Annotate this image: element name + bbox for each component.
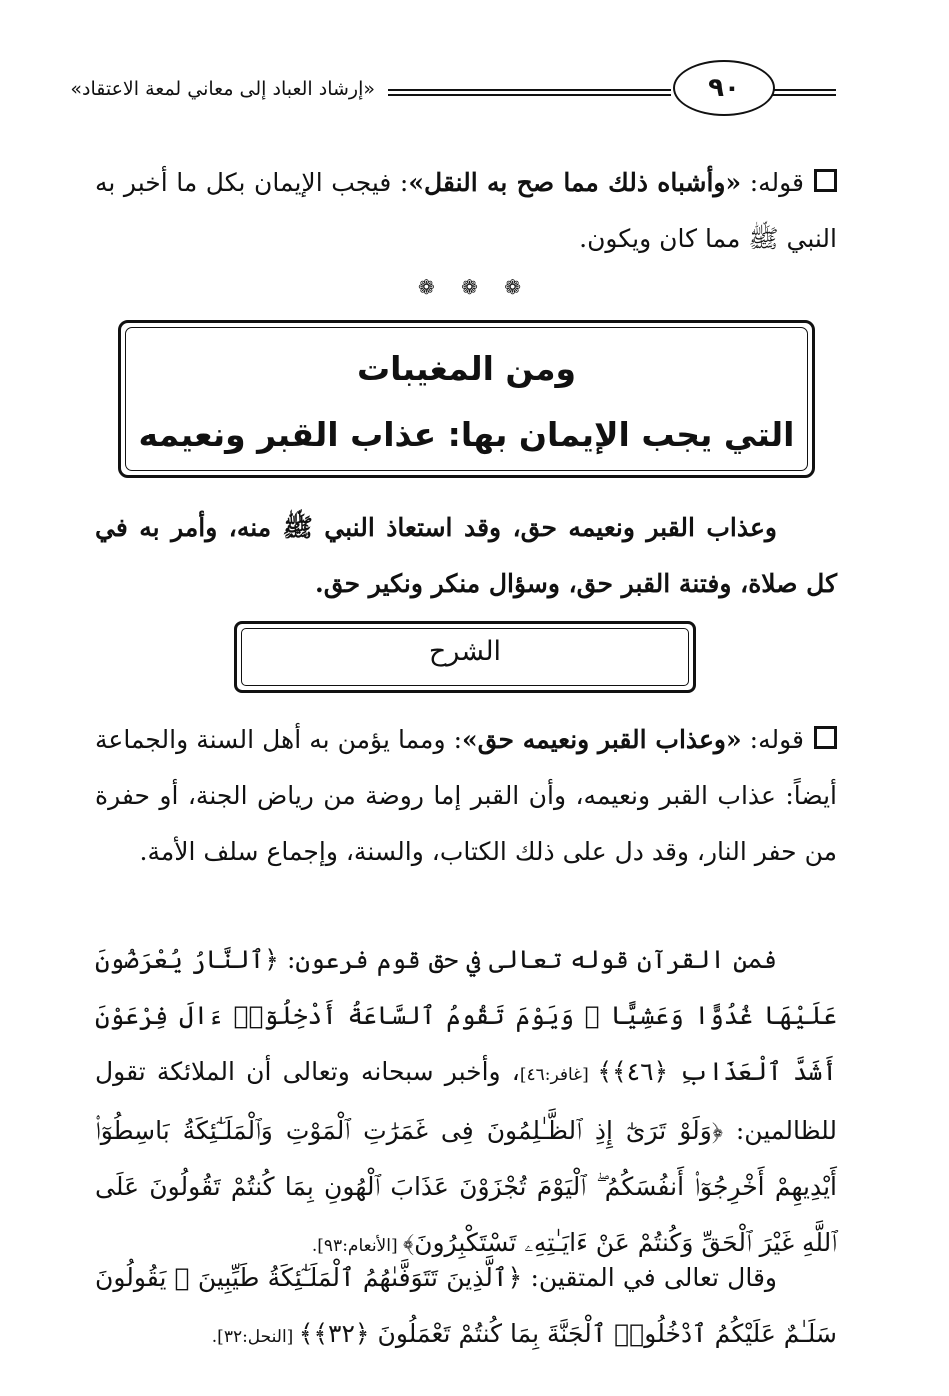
paragraph-commentary [95, 712, 837, 880]
section-heading-box [118, 320, 815, 478]
para-text: ، وأخبر سبحانه وتعالى أن الملائكة تقول للظالمين: [95, 1057, 837, 1145]
para-lead: قوله: [741, 168, 805, 197]
quran-verse: ﴿ٱلَّذِينَ تَتَوَفَّىٰهُمُ ٱلْمَلَـٰٓئِكَةُ طَيِّبِينَ ۙ يَقُولُونَ سَلَـٰمٌ عَلَيْكُمُ ٱدْخُلُوا۟ ٱلْجَنَّةَ بِمَا كُنتُمْ تَعْمَلُونَ ﴿٣٢﴾﴾ [95, 1263, 837, 1348]
quoted-text: «وأشباه ذلك مما صح به النقل» [408, 168, 742, 197]
paragraph-quran-evidence-2 [95, 1250, 837, 1365]
checkbox-icon [814, 169, 837, 192]
header-rule [772, 89, 836, 91]
para-text: فمن القرآن قوله تعالى في حق قوم فرعون: [278, 945, 777, 974]
section-heading-line1: ومن المغيبات [356, 349, 577, 388]
matn-text: وعذاب القبر ونعيمه حق، وقد استعاذ النبي ﷺ منه، وأمر به في كل صلاة، وفتنة القبر حق، وسؤال منكر ونكير حق. [95, 513, 837, 598]
checkbox-icon [814, 726, 837, 749]
header-rule [388, 89, 671, 91]
ornament-separator: ❁ ❁ ❁ [418, 275, 531, 299]
paragraph-intro [95, 155, 837, 267]
section-heading-line2: التي يجب الإيمان بها: عذاب القبر ونعيمه [138, 415, 795, 454]
page-number: ٩٠ [673, 60, 775, 116]
running-header-title: «إرشاد العباد إلى معاني لمعة الاعتقاد» [70, 78, 375, 100]
quran-verse: ﴿ٱلنَّارُ يُعْرَضُونَ عَلَيْهَا غُدُوًّا وَعَشِيًّا ۖ وَيَوْمَ تَقُومُ ٱلسَّاعَةُ أَدْخِلُوٓا۟ ءَالَ فِرْعَوْنَ أَشَدَّ ٱلْعَذَابِ ﴿٤٦﴾﴾ [95, 945, 838, 1086]
para-lead: قوله: [741, 725, 804, 754]
quoted-text: «وعذاب القبر ونعيمه حق» [462, 725, 742, 754]
sharh-heading-box [234, 621, 696, 693]
para-text: : فيجب الإيمان بكل ما أخبر به النبي ﷺ مما كان ويكون. [95, 168, 837, 253]
para-text: : ومما يؤمن به أهل السنة والجماعة أيضاً: عذاب القبر ونعيمه، وأن القبر إما روضة من رياض الجنة، أو حفرة من حفر النار، وقد دل على ذلك الكتاب، والسنة، وإجماع سلف الأمة. [95, 725, 837, 866]
paragraph-quran-evidence [95, 932, 837, 1274]
sharh-heading: الشرح [428, 636, 502, 667]
header-rule [772, 94, 836, 96]
quran-verse: ﴿وَلَوْ تَرَىٰٓ إِذِ ٱلظَّـٰلِمُونَ فِى غَمَرَٰتِ ٱلْمَوْتِ وَٱلْمَلَـٰٓئِكَةُ بَاسِطُوٓا۟ أَيْدِيهِمْ أَخْرِجُوٓا۟ أَنفُسَكُمُ ۖ ٱلْيَوْمَ تُجْزَوْنَ عَذَابَ ٱلْهُونِ بِمَا كُنتُمْ تَقُولُونَ عَلَى ٱللَّهِ غَيْرَ ٱلْحَقِّ وَكُنتُمْ عَنْ ءَايَـٰتِهِۦ تَسْتَكْبِرُونَ﴾ [95, 1116, 837, 1257]
verse-reference: [غافر:٤٦] [519, 1065, 598, 1085]
header-rule [388, 94, 671, 96]
para-text: وقال تعالى في المتقين: [522, 1263, 777, 1292]
verse-reference: [النحل:٣٢]. [211, 1327, 299, 1347]
verse-reference: [الأنعام:٩٣]. [311, 1236, 404, 1256]
